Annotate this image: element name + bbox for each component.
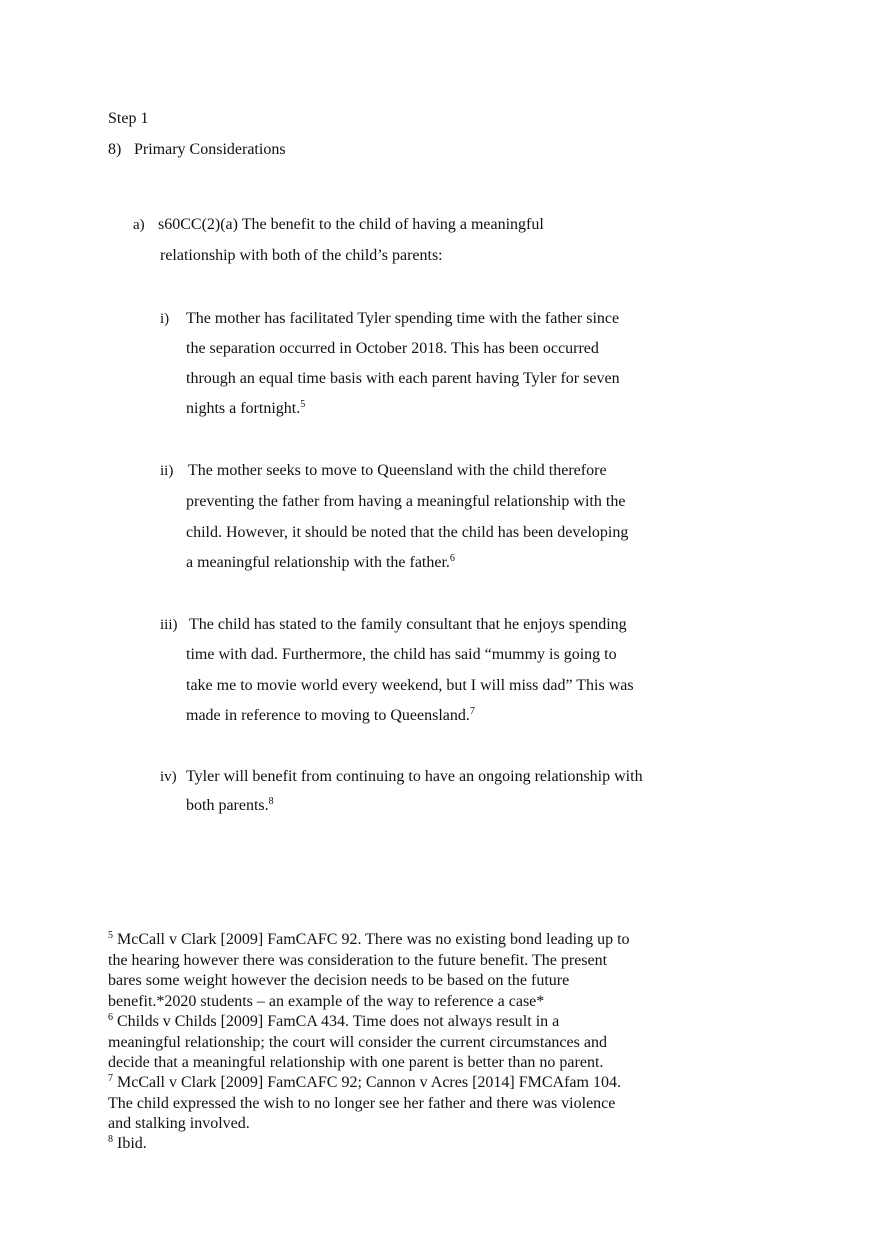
- item-marker: iv): [160, 769, 177, 785]
- footnote-8-line: [108, 1134, 147, 1154]
- item-line: preventing the father from having a meaningful relationship with the: [186, 493, 626, 510]
- footnote-line: bares some weight however the decision needs to be based on the future: [108, 972, 570, 989]
- item-line: through an equal time basis with each parent having Tyler for seven: [186, 370, 620, 387]
- footnote-7-line: [108, 1073, 621, 1093]
- footnote-line: the hearing however there was consideration to the future benefit. The present: [108, 952, 608, 969]
- footnote-number: 8: [108, 1134, 113, 1145]
- footnote-text: McCall v Clark [2009] FamCAFC 92. There was no existing bond leading up to: [117, 931, 630, 948]
- footnote-text: Ibid.: [117, 1135, 147, 1152]
- item-line-text: nights a fortnight.: [186, 400, 301, 417]
- footnote-5-line: [108, 930, 630, 950]
- item-marker: ii): [160, 463, 174, 479]
- item-line: The child has stated to the family consultant that he enjoys spending: [189, 616, 627, 633]
- footnote-ref: 7: [469, 706, 475, 717]
- footnote-number: 6: [108, 1012, 113, 1023]
- footnote-line: and stalking involved.: [108, 1115, 250, 1132]
- item-line-text: a meaningful relationship with the father.: [186, 554, 450, 571]
- item-line-last: [186, 553, 455, 573]
- item-line-last: [186, 399, 305, 419]
- item-line-text: both parents.: [186, 797, 269, 814]
- section-title: Primary Considerations: [134, 141, 286, 158]
- footnote-line: benefit.*2020 students – an example of the way to reference a case*: [108, 993, 545, 1010]
- item-marker: iii): [160, 617, 178, 633]
- section-number: 8): [108, 141, 122, 158]
- item-line: Tyler will benefit from continuing to have an ongoing relationship with: [186, 768, 643, 785]
- subsection-line: relationship with both of the child’s parents:: [160, 247, 443, 264]
- footnote-ref: 5: [300, 399, 306, 410]
- footnote-line: The child expressed the wish to no longer see her father and there was violence: [108, 1095, 616, 1112]
- footnote-number: 5: [108, 930, 113, 941]
- item-line: time with dad. Furthermore, the child has said “mummy is going to: [186, 646, 617, 663]
- item-line: The mother seeks to move to Queensland with the child therefore: [188, 462, 607, 479]
- item-line: take me to movie world every weekend, but I will miss dad” This was: [186, 677, 634, 694]
- item-line: child. However, it should be noted that the child has been developing: [186, 524, 629, 541]
- footnote-number: 7: [108, 1073, 113, 1084]
- item-line: The mother has facilitated Tyler spending time with the father since: [186, 310, 620, 327]
- footnote-ref: 8: [268, 796, 274, 807]
- subsection-marker: a): [133, 217, 145, 233]
- item-line-last: [186, 796, 274, 816]
- footnote-line: meaningful relationship; the court will consider the current circumstances and: [108, 1034, 607, 1051]
- item-line-text: made in reference to moving to Queensland.: [186, 707, 470, 724]
- footnote-line: decide that a meaningful relationship with one parent is better than no parent.: [108, 1054, 604, 1071]
- item-line: the separation occurred in October 2018. This has been occurred: [186, 340, 599, 357]
- footnote-text: McCall v Clark [2009] FamCAFC 92; Cannon v Acres [2014] FMCAfam 104.: [117, 1074, 621, 1091]
- step-label: Step 1: [108, 110, 149, 127]
- item-marker: i): [160, 311, 170, 327]
- subsection-line: s60CC(2)(a) The benefit to the child of having a meaningful: [158, 216, 544, 233]
- footnote-text: Childs v Childs [2009] FamCA 434. Time does not always result in a: [117, 1013, 560, 1030]
- footnote-6-line: [108, 1012, 559, 1032]
- item-line-last: [186, 706, 475, 726]
- footnote-ref: 6: [449, 553, 455, 564]
